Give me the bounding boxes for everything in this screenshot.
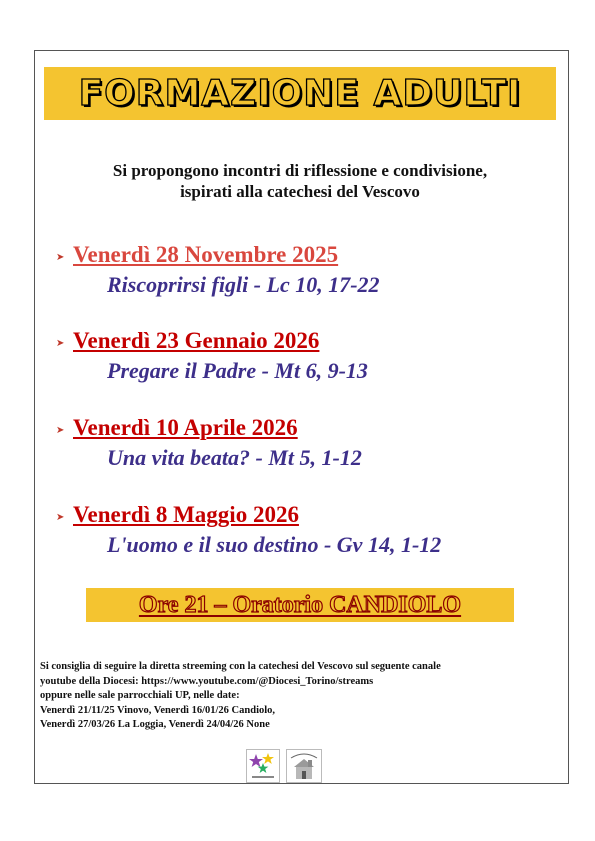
time-place: Ore 21 – Oratorio CANDIOLO bbox=[138, 591, 462, 618]
event-3 bbox=[56, 415, 556, 471]
event-date: Venerdì 23 Gennaio 2026 bbox=[73, 328, 320, 353]
note-line: Venerdì 27/03/26 La Loggia, Venerdì 24/04/26 None bbox=[40, 719, 270, 730]
event-theme: L'uomo e il suo destino - Gv 14, 1-12 bbox=[107, 532, 442, 557]
streaming-notes bbox=[40, 660, 560, 733]
event-4 bbox=[56, 502, 556, 558]
event-1 bbox=[56, 242, 556, 298]
arrowhead-bullet-icon: ➤ bbox=[56, 425, 65, 436]
event-theme: Riscoprirsi figli - Lc 10, 17-22 bbox=[107, 272, 380, 297]
event-theme: Una vita beata? - Mt 5, 1-12 bbox=[107, 445, 362, 470]
page-title: FORMAZIONE ADULTI bbox=[78, 73, 522, 114]
arrowhead-bullet-icon: ➤ bbox=[56, 252, 65, 263]
event-date: Venerdì 10 Aprile 2026 bbox=[73, 415, 298, 440]
logos bbox=[246, 748, 322, 784]
stars-logo-icon bbox=[246, 749, 280, 783]
arrowhead-bullet-icon: ➤ bbox=[56, 512, 65, 523]
note-line: oppure nelle sale parrocchiali UP, nelle date: bbox=[40, 690, 240, 701]
intro-line-2: ispirati alla catechesi del Vescovo bbox=[180, 182, 420, 201]
note-line: youtube della Diocesi: https://www.youtube.com/@Diocesi_Torino/streams bbox=[40, 675, 374, 687]
intro-text bbox=[40, 160, 560, 202]
church-logo-icon bbox=[286, 749, 322, 783]
note-line: Si consiglia di seguire la diretta streeming con la catechesi del Vescovo sul seguente canale bbox=[40, 661, 441, 672]
intro-line-1: Si propongono incontri di riflessione e condivisione, bbox=[112, 161, 488, 180]
note-line: Venerdì 21/11/25 Vinovo, Venerdì 16/01/26 Candiolo, bbox=[40, 704, 276, 716]
event-date: Venerdì 8 Maggio 2026 bbox=[73, 502, 299, 527]
arrowhead-bullet-icon: ➤ bbox=[56, 338, 65, 349]
event-theme: Pregare il Padre - Mt 6, 9-13 bbox=[107, 358, 368, 383]
event-2 bbox=[56, 328, 556, 384]
event-date: Venerdì 28 Novembre 2025 bbox=[73, 242, 339, 267]
